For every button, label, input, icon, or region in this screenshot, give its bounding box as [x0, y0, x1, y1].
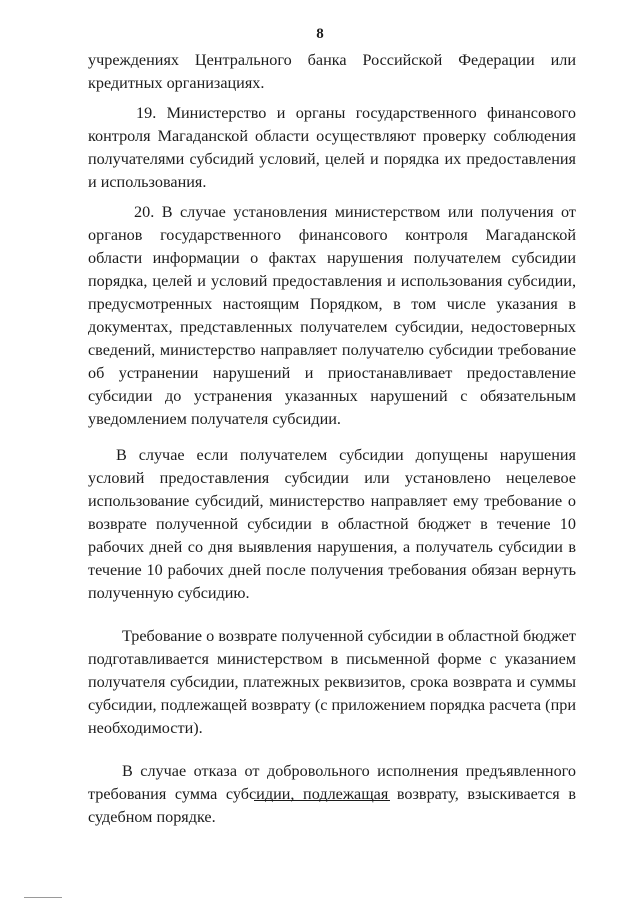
paragraph-refund-demand: Требование о возврате полученной субсидии в областной бюджет подготавливается министерством в письменной форме с указанием получателя субсидии, платежных реквизитов, срока возврата и суммы субсидии, подлежащей возврату (с приложением порядка расчета (при необходимости). [88, 627, 576, 737]
end-of-text-rule [254, 800, 390, 801]
paragraph-refund-conditions: В случае если получателем субсидии допущены нарушения условий предоставления субсидии или установлено нецелевое использование субсидий, министерство направляет ему требование о возврате полученной субсидии в областной бюджет в течение 10 рабочих дней со дня выявления нарушения, а получатель субсидии в течение 10 рабочих дней после получения требования обязан вернуть полученную субсидию. [88, 446, 576, 602]
paragraph-19: 19. Министерство и органы государственного финансового контроля Магаданской области осуществляют проверку соблюдения получателями субсидий условий, целей и порядка их предоставления и использования. [88, 104, 576, 191]
corner-mark [24, 897, 62, 898]
paragraph-continuation: учреждениях Центрального банка Российской Федерации или кредитных организациях. [88, 51, 576, 92]
paragraph-court-recovery: В случае отказа от добровольного исполнения предъявленного требования сумма субсидии, подлежащая возврату, взыскивается в судебном порядке. [88, 762, 576, 826]
document-body [88, 49, 576, 829]
page-number: 8 [316, 26, 324, 42]
paragraph-20: 20. В случае установления министерством или получения от органов государственного финансового контроля Магаданской области информации о фактах нарушения получателем субсидии порядка, целей и условий предоставления и использования субсидии, предусмотренных настоящим Порядком, в том числе указания в документах, представленных получателем субсидии, недостоверных сведений, министерство направляет получателю субсидии требование об устранении нарушений и приостанавливает предоставление субсидии до устранения указанных нарушений с обязательным уведомлением получателя субсидии. [88, 203, 576, 428]
